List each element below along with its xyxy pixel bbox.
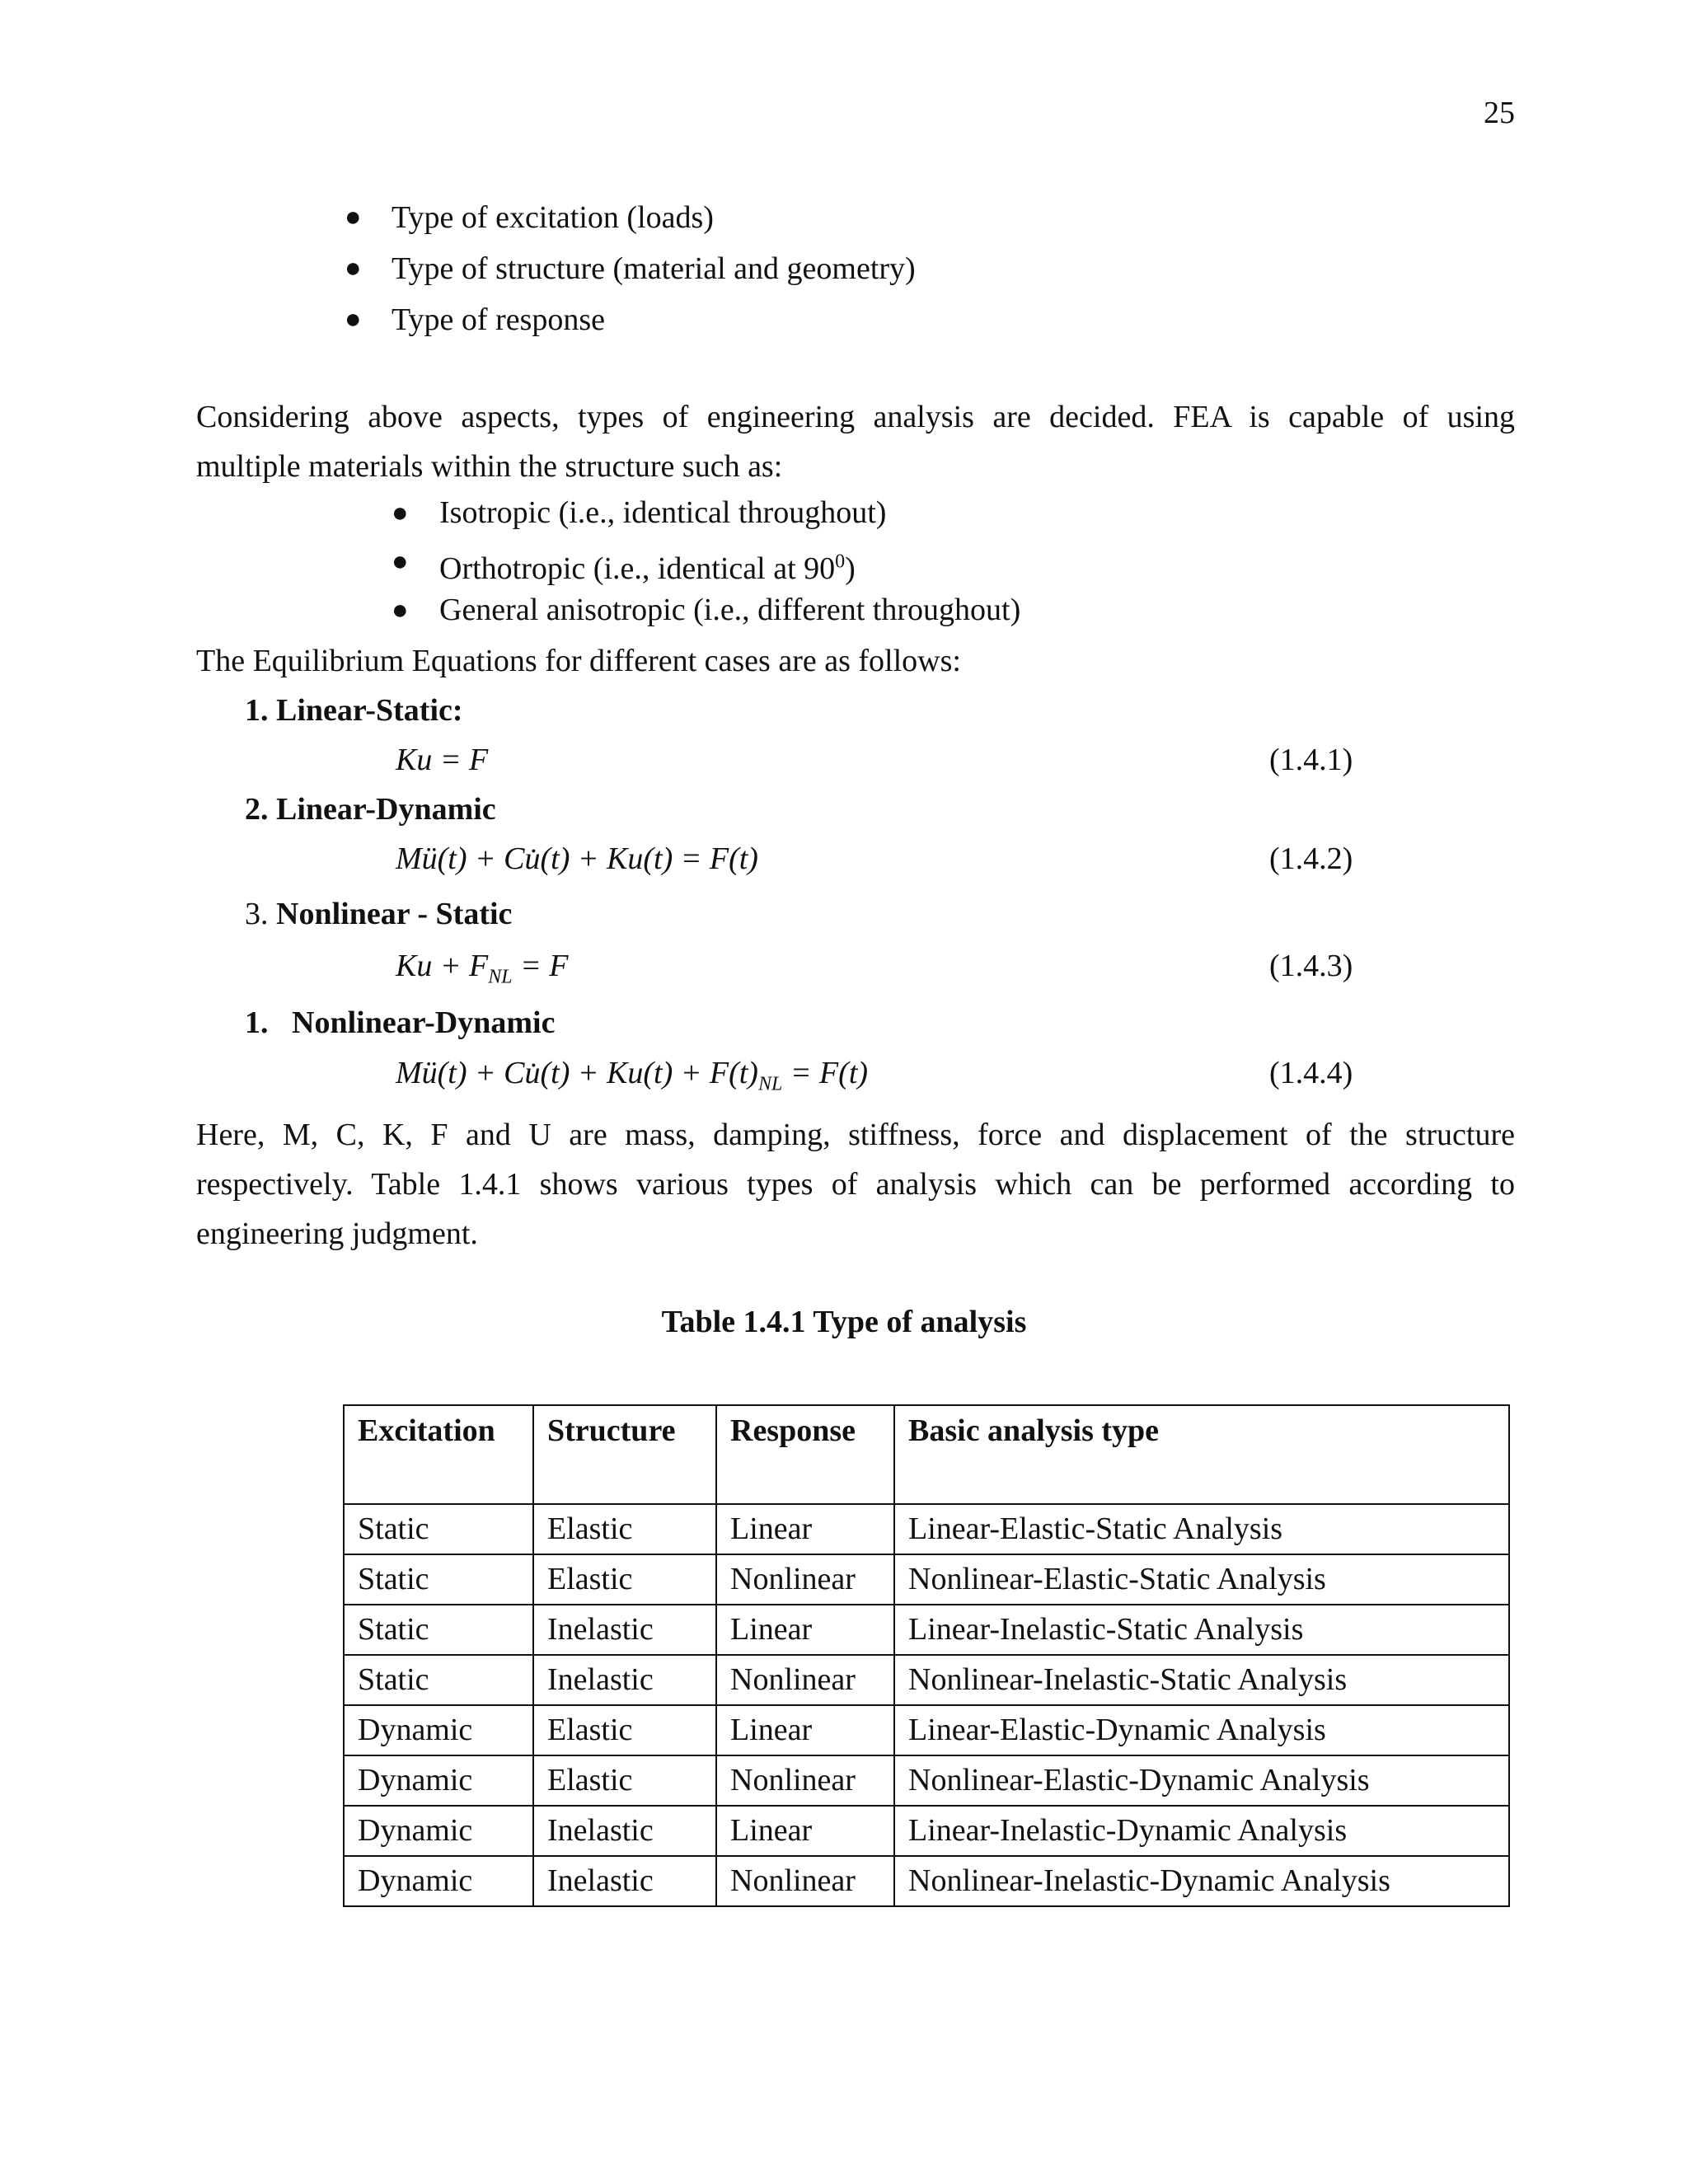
- bullet-icon: ●: [345, 253, 362, 284]
- case-heading-linear-dynamic: 2. Linear-Dynamic: [245, 792, 496, 827]
- column-header: Structure: [533, 1405, 716, 1504]
- table-cell: Static: [344, 1554, 533, 1605]
- table-cell: Linear: [716, 1605, 894, 1655]
- list-item: ● Isotropic (i.e., identical throughout): [392, 489, 1020, 537]
- aspects-list: [345, 192, 916, 345]
- materials-list: [392, 489, 1020, 635]
- table-cell: Nonlinear-Inelastic-Dynamic Analysis: [894, 1856, 1509, 1906]
- table-row: [344, 1806, 1509, 1856]
- table-cell: Nonlinear: [716, 1554, 894, 1605]
- case-heading-nonlinear-dynamic: 1. Nonlinear-Dynamic: [245, 1005, 556, 1040]
- analysis-table: [343, 1404, 1510, 1907]
- bullet-icon: ●: [345, 202, 362, 232]
- equation-number: (1.4.4): [1269, 1056, 1353, 1090]
- intro-paragraph: Considering above aspects, types of engineering analysis are decided. FEA is capable of using multiple materials within the structure such as:: [196, 400, 1515, 484]
- table-cell: Nonlinear-Elastic-Static Analysis: [894, 1554, 1509, 1605]
- table-cell: Nonlinear: [716, 1655, 894, 1705]
- table-header-row: [344, 1405, 1509, 1504]
- equation-1: Ku = F: [396, 743, 489, 777]
- table-cell: Inelastic: [533, 1806, 716, 1856]
- table-cell: Static: [344, 1605, 533, 1655]
- table-cell: Elastic: [533, 1755, 716, 1806]
- equation-2: Mü(t) + Cu̇(t) + Ku(t) = F(t): [396, 841, 758, 876]
- table-cell: Inelastic: [533, 1655, 716, 1705]
- table-row: [344, 1755, 1509, 1806]
- page-number: 25: [1484, 96, 1515, 130]
- bullet-icon: ●: [392, 546, 409, 577]
- body-paragraph: Here, M, C, K, F and U are mass, damping, stiffness, force and displacement of the structure respectively. Table 1.4.1 shows various types of analysis which can be performed according to engineering judgment.: [196, 1118, 1515, 1251]
- table-cell: Linear-Inelastic-Dynamic Analysis: [894, 1806, 1509, 1856]
- table-cell: Elastic: [533, 1554, 716, 1605]
- table-cell: Nonlinear-Inelastic-Static Analysis: [894, 1655, 1509, 1705]
- table-cell: Linear: [716, 1806, 894, 1856]
- list-item: ● Orthotropic (i.e., identical at $90^0$): [392, 537, 1020, 586]
- table-cell: Dynamic: [344, 1705, 533, 1755]
- table-cell: Linear-Elastic-Dynamic Analysis: [894, 1705, 1509, 1755]
- table-cell: Inelastic: [533, 1856, 716, 1906]
- list-item: ● Type of structure (material and geometry): [345, 243, 916, 294]
- case-heading-nonlinear-static: 3. Nonlinear - Static: [245, 897, 513, 931]
- equation-number: (1.4.3): [1269, 949, 1353, 983]
- table-row: [344, 1856, 1509, 1906]
- table-cell: Static: [344, 1655, 533, 1705]
- table-cell: Dynamic: [344, 1806, 533, 1856]
- equation-number: (1.4.1): [1269, 743, 1353, 777]
- table-row: [344, 1605, 1509, 1655]
- list-item: ● General anisotropic (i.e., different throughout): [392, 586, 1020, 635]
- table-row: [344, 1655, 1509, 1705]
- table-cell: Nonlinear: [716, 1755, 894, 1806]
- table-cell: Linear-Elastic-Static Analysis: [894, 1504, 1509, 1554]
- table-cell: Elastic: [533, 1705, 716, 1755]
- table-cell: Elastic: [533, 1504, 716, 1554]
- equation-4: Mü(t) + Cu̇(t) + $Ku(t) + F(t)_{NL} = F(t)$: [396, 1056, 869, 1095]
- table-caption: Table 1.4.1 Type of analysis: [661, 1305, 1027, 1339]
- equation-number: (1.4.2): [1269, 841, 1353, 876]
- bullet-icon: ●: [345, 304, 362, 335]
- table-cell: Linear-Inelastic-Static Analysis: [894, 1605, 1509, 1655]
- column-header: Basic analysis type: [894, 1405, 1509, 1504]
- table-cell: Linear: [716, 1504, 894, 1554]
- equation-3: $Ku + F_{NL} = F$: [396, 949, 569, 988]
- table-cell: Nonlinear-Elastic-Dynamic Analysis: [894, 1755, 1509, 1806]
- table-cell: Dynamic: [344, 1856, 533, 1906]
- column-header: Response: [716, 1405, 894, 1504]
- table-cell: Dynamic: [344, 1755, 533, 1806]
- equilibrium-intro: The Equilibrium Equations for different cases are as follows:: [196, 644, 961, 678]
- table-cell: Nonlinear: [716, 1856, 894, 1906]
- table-row: [344, 1504, 1509, 1554]
- table-cell: Linear: [716, 1705, 894, 1755]
- table-cell: Static: [344, 1504, 533, 1554]
- bullet-icon: ●: [392, 595, 409, 626]
- column-header: Excitation: [344, 1405, 533, 1504]
- list-item: ● Type of response: [345, 294, 916, 345]
- bullet-icon: ●: [392, 498, 409, 528]
- case-heading-linear-static: 1. Linear-Static:: [245, 693, 463, 728]
- table-cell: Inelastic: [533, 1605, 716, 1655]
- table-row: [344, 1705, 1509, 1755]
- list-item: ● Type of excitation (loads): [345, 192, 916, 243]
- table-row: [344, 1554, 1509, 1605]
